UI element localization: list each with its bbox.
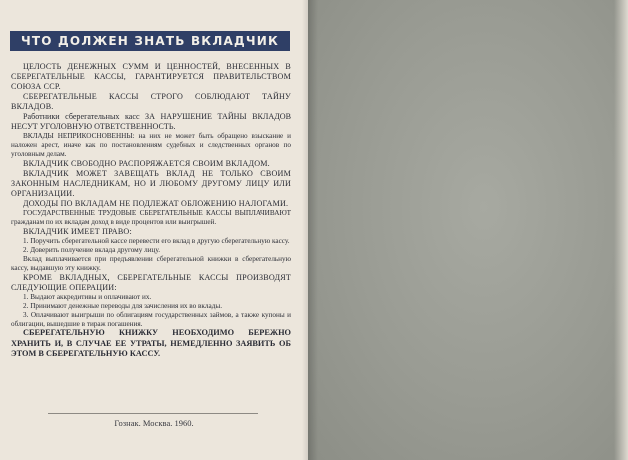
paragraph-disposal: ВКЛАДЧИК СВОБОДНО РАСПОРЯЖАЕТСЯ СВОИМ ВКЛАДОМ.: [23, 159, 270, 169]
list-item-bond-winnings: 3. Оплачивают выигрыши по облигациям государственных займов, а также купоны и облигации, вышедшие в тираж погашения.: [11, 310, 291, 328]
paragraph-rights-heading: ВКЛАДЧИК ИМЕЕТ ПРАВО:: [23, 227, 132, 237]
list-item-transfer: 1. Поручить сберегательной кассе перевести его вклад в другую сберегательную кассу.: [23, 237, 290, 246]
paragraph-guarantee: ЦЕЛОСТЬ ДЕНЕЖНЫХ СУММ И ЦЕННОСТЕЙ, ВНЕСЕННЫХ В СБЕРЕГАТЕЛЬНЫЕ КАССЫ, ГАРАНТИРУЕТСЯ ПРАВИТЕЛЬСТВОМ СОЮЗА ССР.: [11, 62, 291, 92]
page-title: ЧТО ДОЛЖЕН ЗНАТЬ ВКЛАДЧИК: [10, 31, 290, 51]
paragraph-taxes: ДОХОДЫ ПО ВКЛАДАМ НЕ ПОДЛЕЖАТ ОБЛОЖЕНИЮ НАЛОГАМИ.: [23, 199, 289, 209]
paragraph-liability: Работники сберегательных касс ЗА НАРУШЕНИЕ ТАЙНЫ ВКЛАДОВ НЕСУТ УГОЛОВНУЮ ОТВЕТСТВЕННОСТЬ.: [11, 112, 291, 132]
list-item-letters-of-credit: 1. Выдают аккредитивы и оплачивают их.: [23, 292, 152, 301]
paragraph-secrecy: СБЕРЕГАТЕЛЬНЫЕ КАССЫ СТРОГО СОБЛЮДАЮТ ТАЙНУ ВКЛАДОВ.: [11, 92, 291, 112]
printer-imprint: Гознак. Москва. 1960.: [114, 418, 194, 428]
back-cover: [308, 0, 628, 460]
imprint-divider: [48, 413, 258, 414]
paragraph-payout: Вклад выплачивается при предъявлении сберегательной книжки в сберегательную кассу, выдавшую эту книжку.: [11, 254, 291, 272]
left-page: [0, 0, 308, 460]
paragraph-inviolability: ВКЛАДЫ НЕПРИКОСНОВЕННЫ: на них не может быть обращено взыскание и наложен арест, иначе как по постановлениям судебных и следственных органов по уголовным делам.: [11, 132, 291, 159]
list-item-money-transfers: 2. Принимают денежные переводы для зачисления их во вклады.: [23, 301, 222, 310]
paragraph-bequest: ВКЛАДЧИК МОЖЕТ ЗАВЕЩАТЬ ВКЛАД НЕ ТОЛЬКО СВОИМ ЗАКОННЫМ НАСЛЕДНИКАМ, НО И ЛЮБОМУ ДРУГОМУ ЛИЦУ ИЛИ ОРГАНИЗАЦИИ.: [11, 169, 291, 199]
paragraph-income: ГОСУДАРСТВЕННЫЕ ТРУДОВЫЕ СБЕРЕГАТЕЛЬНЫЕ КАССЫ ВЫПЛАЧИВАЮТ гражданам по их вкладам доход в виде процентов или выигрышей.: [11, 209, 291, 227]
paragraph-operations-heading: КРОМЕ ВКЛАДНЫХ, СБЕРЕГАТЕЛЬНЫЕ КАССЫ ПРОИЗВОДЯТ СЛЕДУЮЩИЕ ОПЕРАЦИИ:: [11, 272, 291, 292]
paragraph-keep-passbook: СБЕРЕГАТЕЛЬНУЮ КНИЖКУ НЕОБХОДИМО БЕРЕЖНО ХРАНИТЬ И, В СЛУЧАЕ ЕЕ УТРАТЫ, НЕМЕДЛЕННО ЗАЯВИТЬ ОБ ЭТОМ В СБЕРЕГАТЕЛЬНУЮ КАССУ.: [11, 328, 291, 358]
rules-text: [11, 62, 291, 359]
list-item-proxy: 2. Доверить получение вклада другому лицу.: [23, 246, 161, 255]
